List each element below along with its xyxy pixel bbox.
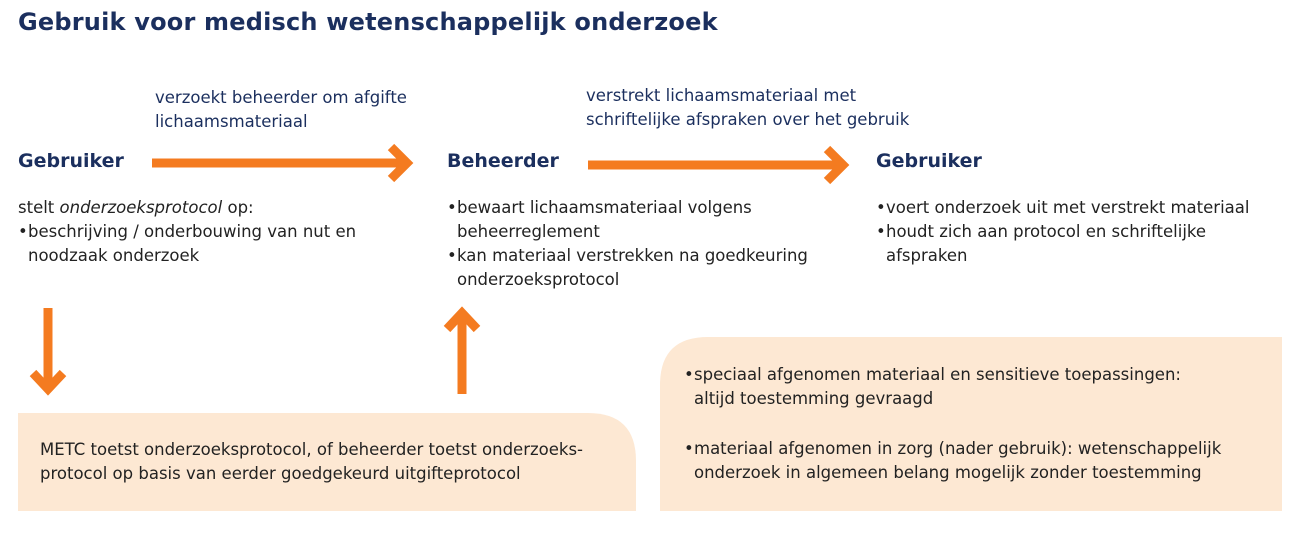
consent-line: • speciaal afgenomen materiaal en sensitieve toepassingen: <box>694 365 1181 384</box>
page-title: Gebruik voor medisch wetenschappelijk onderzoek <box>18 8 718 36</box>
list-item: • bewaart lichaamsmateriaal volgens beheerreglement <box>447 196 819 244</box>
arrow-label-request <box>155 86 407 134</box>
consent-line: altijd toestemming gevraagd <box>694 389 934 408</box>
protocol-intro <box>18 196 388 220</box>
arrow-label-provide <box>586 84 909 132</box>
intro-emphasis: onderzoeksprotocol <box>59 198 223 217</box>
list-item <box>684 437 1264 485</box>
consent-line: • materiaal afgenomen in zorg (nader gebruik): wetenschappelijk <box>694 439 1222 458</box>
arrow-label-request-line: verzoekt beheerder om afgifte <box>155 88 407 107</box>
consent-panel-text <box>684 363 1264 485</box>
arrow-label-request-line: lichaamsmateriaal <box>155 112 308 131</box>
actor-gebruiker-left: Gebruiker <box>18 150 124 172</box>
gebruiker-left-description <box>18 196 388 268</box>
metc-panel-text <box>40 438 583 486</box>
intro-prefix: stelt <box>18 198 60 217</box>
list-item <box>684 363 1264 411</box>
list-item: • houdt zich aan protocol en schriftelijke afspraken <box>876 220 1266 268</box>
metc-panel-line: METC toetst onderzoeksprotocol, of beheerder toetst onderzoeks- <box>40 440 584 459</box>
actor-gebruiker-right: Gebruiker <box>876 150 982 172</box>
list-item: • beschrijving / onderbouwing van nut en noodzaak onderzoek <box>18 220 388 268</box>
list-item: • kan materiaal verstrekken na goedkeuring onderzoeksprotocol <box>447 244 819 292</box>
metc-panel-line: protocol op basis van eerder goedgekeurd uitgifteprotocol <box>40 464 521 483</box>
gebruiker-right-description <box>876 196 1266 268</box>
arrow-label-provide-line: verstrekt lichaamsmateriaal met <box>586 86 857 105</box>
beheerder-description <box>447 196 819 292</box>
actor-beheerder: Beheerder <box>447 150 559 172</box>
consent-line: onderzoek in algemeen belang mogelijk zonder toestemming <box>694 463 1202 482</box>
arrow-label-provide-line: schriftelijke afspraken over het gebruik <box>586 110 910 129</box>
intro-suffix: op: <box>222 198 254 217</box>
list-item: • voert onderzoek uit met verstrekt materiaal <box>876 196 1266 220</box>
